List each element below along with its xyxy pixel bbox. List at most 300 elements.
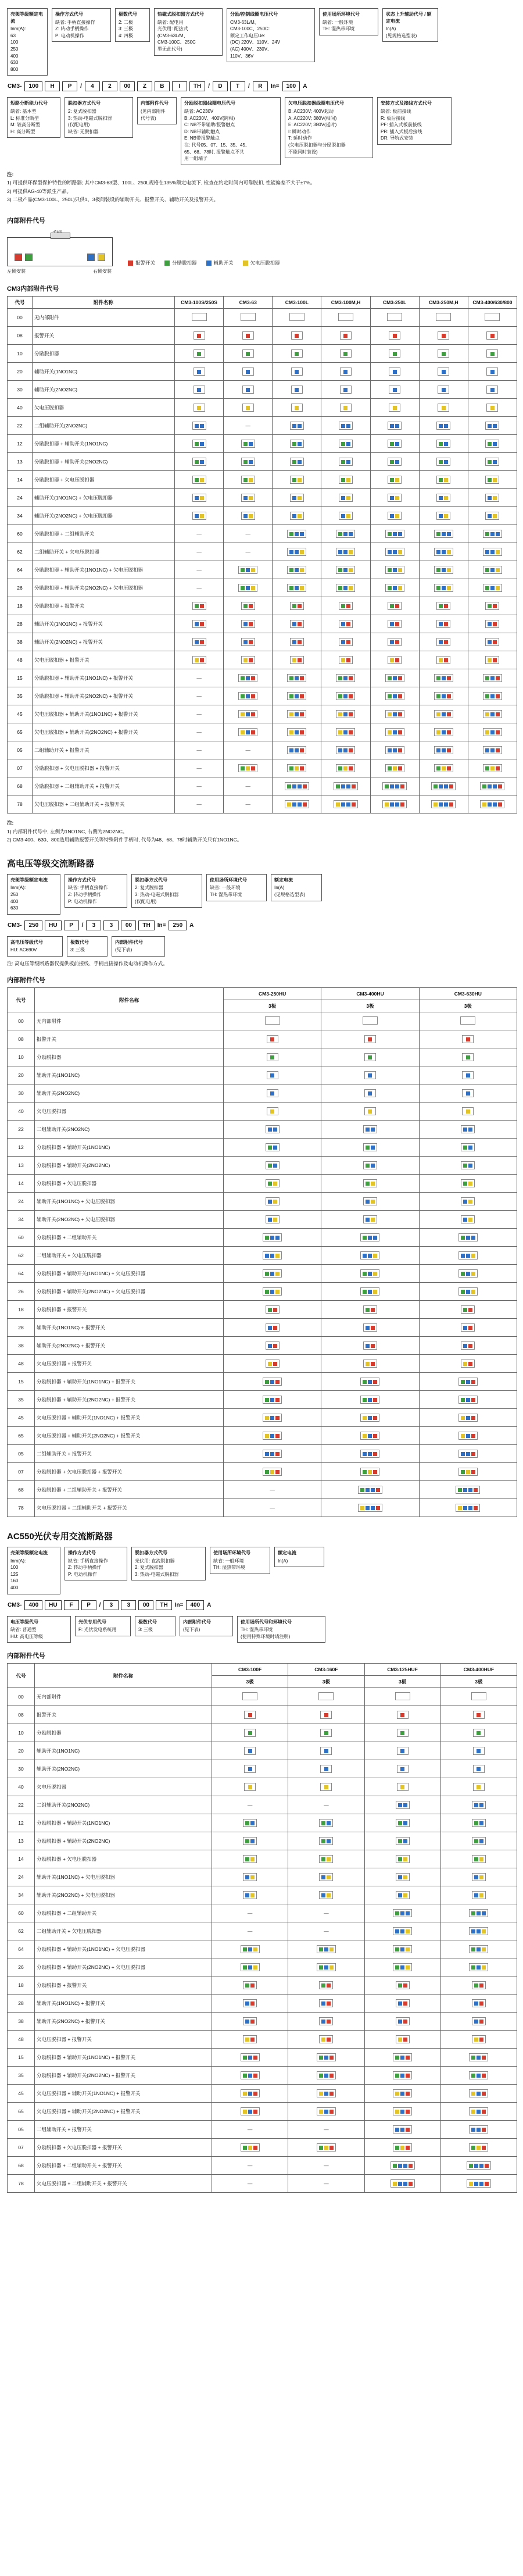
accessory-code: 45 xyxy=(8,2085,35,2103)
accessory-position-icon xyxy=(485,440,499,448)
spec-box-line: In(A) xyxy=(274,885,285,891)
accessory-name: 分励脱扣器 + 报警开关 xyxy=(35,1301,224,1319)
uv-square xyxy=(273,1182,277,1186)
accessory-position-icon xyxy=(483,692,502,700)
accessory-position-icon xyxy=(363,1360,377,1368)
shunt-square xyxy=(485,766,489,770)
accessory-position-icon xyxy=(472,1801,486,1809)
spec-box xyxy=(115,8,150,42)
accessory-availability-cell xyxy=(370,345,419,363)
alarm-square xyxy=(449,802,453,807)
accessory-availability-cell xyxy=(288,1922,364,1940)
aux-square xyxy=(439,802,443,807)
accessory-availability-cell xyxy=(224,1030,321,1048)
aux-square xyxy=(439,784,443,789)
alarm-square xyxy=(298,658,302,662)
accessory-name: 分励脱扣器 + 报警开关 xyxy=(33,597,175,615)
accessory-position-icon xyxy=(434,746,453,754)
shunt-square xyxy=(195,604,199,608)
accessory-position-icon xyxy=(393,2071,412,2079)
accessory-availability-cell xyxy=(419,1139,517,1157)
accessory-availability-cell xyxy=(364,1814,440,1832)
accessory-position-icon xyxy=(462,1053,474,1061)
shunt-square xyxy=(474,1821,478,1825)
accessory-position-icon xyxy=(340,386,352,394)
accessory-position-icon xyxy=(320,1729,332,1737)
accessory-position-icon xyxy=(438,404,449,412)
shunt-square xyxy=(268,1164,272,1168)
accessory-availability-cell xyxy=(273,633,321,651)
accessory-availability-cell xyxy=(419,1193,517,1211)
accessory-table xyxy=(7,296,517,814)
accessory-availability-cell xyxy=(321,1409,419,1427)
spec-box-title: 短路分断能力代号 xyxy=(10,101,48,106)
accessory-position-icon xyxy=(339,602,353,610)
accessory-name: 欠电压脱扣器 + 辅助开关(2NO2NC) + 报警开关 xyxy=(33,723,175,741)
alarm-square xyxy=(250,2038,255,2042)
accessory-name: 欠电压脱扣器 + 二组辅助开关 + 报警开关 xyxy=(35,1499,224,1517)
accessory-availability-cell xyxy=(468,327,517,345)
alarm-square xyxy=(275,1434,280,1438)
legend-item xyxy=(128,259,155,266)
accessory-position-icon xyxy=(238,566,257,574)
model-code-segment: / xyxy=(208,83,210,90)
alarm-square xyxy=(409,2182,413,2186)
accessory-code: 12 xyxy=(8,1139,35,1157)
accessory-position-icon xyxy=(458,1432,478,1440)
uv-square xyxy=(298,496,302,500)
uv-square xyxy=(195,658,199,662)
alarm-square xyxy=(444,622,448,626)
alarm-square xyxy=(468,1326,472,1330)
aux-square xyxy=(442,748,446,752)
model-code xyxy=(7,81,516,91)
accessory-name: 分励脱扣器 + 辅助开关(2NO2NC) xyxy=(35,1157,224,1175)
uv-square xyxy=(393,406,397,410)
accessory-position-icon xyxy=(192,476,206,484)
uv-square xyxy=(403,1893,407,1897)
accessory-position-icon xyxy=(458,1251,478,1260)
spec-box xyxy=(75,1616,131,1636)
accessory-code: 07 xyxy=(8,2139,35,2157)
aux-square xyxy=(195,496,199,500)
legend-aux-square xyxy=(206,261,212,266)
accessory-position-icon xyxy=(334,782,358,790)
accessory-name: 辅助开关(1NO1NC) + 报警开关 xyxy=(33,615,175,633)
accessory-availability-cell xyxy=(419,1103,517,1121)
accessory-position-icon xyxy=(266,1179,280,1187)
alarm-square xyxy=(275,1470,280,1474)
spec-box-line: B: AC230V; 400V起动 xyxy=(288,108,334,114)
accessory-availability-cell xyxy=(370,741,419,759)
alarm-square xyxy=(298,604,302,608)
accessory-availability-cell xyxy=(419,489,468,507)
accessory-position-icon xyxy=(336,566,355,574)
spec-box-line: H: 高分断型 xyxy=(10,129,35,134)
aux-square xyxy=(490,730,495,734)
shunt-square xyxy=(243,2056,247,2060)
alarm-square xyxy=(300,694,304,698)
accessory-availability-cell xyxy=(419,309,468,327)
accessory-row xyxy=(8,525,517,543)
alarm-square xyxy=(493,658,497,662)
accessory-availability-cell xyxy=(273,705,321,723)
accessory-row xyxy=(8,327,517,345)
accessory-name: 分励脱扣器 + 欠电压脱扣器 xyxy=(35,1850,212,1868)
aux-square xyxy=(248,1767,252,1771)
alarm-square xyxy=(444,640,448,644)
aux-square xyxy=(268,1344,272,1348)
product-column-header: CM3-100S/250S xyxy=(175,297,224,309)
accessory-position-icon xyxy=(263,1378,282,1386)
uv-square xyxy=(265,1416,269,1420)
accessory-availability-cell xyxy=(419,1066,517,1084)
hu-accessory-table-container xyxy=(7,987,516,1517)
aux-square xyxy=(368,1380,372,1384)
shunt-square xyxy=(395,1911,399,1915)
accessory-position-icon xyxy=(320,1711,332,1719)
accessory-availability-cell xyxy=(364,1886,440,1904)
alarm-square xyxy=(474,1488,478,1492)
shunt-square xyxy=(243,1965,247,1970)
accessory-availability-cell xyxy=(321,1157,419,1175)
accessory-name: 辅助开关(2NO2NC) + 欠电压脱扣器 xyxy=(35,1211,224,1229)
accessory-position-icon xyxy=(291,349,303,358)
accessory-name: 分励脱扣器 + 欠电压脱扣器 + 报警开关 xyxy=(33,759,175,777)
alarm-slot-icon xyxy=(15,254,22,261)
accessory-availability-cell xyxy=(273,795,321,814)
alarm-square xyxy=(346,622,350,626)
uv-square xyxy=(321,2038,325,2042)
accessory-table-head xyxy=(8,988,517,1012)
accessory-position-icon xyxy=(192,620,206,628)
aux-square xyxy=(368,1434,372,1438)
alarm-square xyxy=(471,1416,475,1420)
accessory-code: 13 xyxy=(8,1157,35,1175)
alarm-square xyxy=(273,1326,277,1330)
aux-square xyxy=(388,550,392,554)
spec-box-title: 高电压等级代号 xyxy=(10,939,43,945)
accessory-position-icon xyxy=(241,1963,260,1971)
spec-box-line: Inm(A): xyxy=(10,26,26,32)
aux-square xyxy=(477,2074,481,2078)
accessory-position-icon xyxy=(339,476,353,484)
aux-square xyxy=(474,1893,478,1897)
uv-square xyxy=(485,730,489,734)
alarm-square xyxy=(442,334,446,338)
aux-square xyxy=(295,712,299,716)
spec-box-line: I: 瞬时动作 xyxy=(288,129,311,134)
alarm-square xyxy=(327,2020,331,2024)
aux-square xyxy=(248,1749,252,1753)
alarm-square xyxy=(250,2001,255,2006)
accessory-availability-cell xyxy=(273,597,321,615)
accessory-position-icon xyxy=(336,746,355,754)
aux-square xyxy=(439,424,443,428)
accessory-position-icon xyxy=(192,440,206,448)
uv-square xyxy=(398,2038,402,2042)
pole-subheader: 3极 xyxy=(224,1000,321,1012)
accessory-name: 辅助开关(1NO1NC) + 报警开关 xyxy=(35,1319,224,1337)
not-available-dash: — xyxy=(196,567,202,573)
accessory-position-icon xyxy=(266,1125,280,1133)
spec-box-title: 壳架等级额定电流 xyxy=(10,12,43,24)
accessory-position-icon xyxy=(438,331,449,340)
accessory-availability-cell xyxy=(419,1481,517,1499)
accessory-position-icon xyxy=(396,2017,410,2025)
accessory-availability-cell xyxy=(468,489,517,507)
accessory-position-icon xyxy=(385,674,404,682)
accessory-availability-cell xyxy=(468,381,517,399)
aux-square xyxy=(368,1073,372,1078)
pole-subheader: 3极 xyxy=(364,1676,440,1688)
aux-square xyxy=(270,1452,274,1456)
accessory-position-icon xyxy=(469,2089,488,2097)
aux-square xyxy=(471,1929,475,1933)
accessory-availability-cell xyxy=(370,759,419,777)
accessory-availability-cell xyxy=(419,1463,517,1481)
spec-box-title: 电压等级代号 xyxy=(10,1619,38,1625)
aux-square xyxy=(371,1128,375,1132)
accessory-availability-cell xyxy=(224,633,273,651)
accessory-position-icon xyxy=(434,728,453,736)
uv-square xyxy=(393,766,397,770)
aux-square xyxy=(275,1236,280,1240)
accessory-availability-cell xyxy=(419,1012,517,1030)
accessory-availability-cell xyxy=(370,489,419,507)
accessory-position-icon xyxy=(334,800,358,808)
accessory-availability-cell xyxy=(288,1958,364,1976)
accessory-position-icon xyxy=(436,458,450,466)
accessory-name: 二组辅助开关 + 欠电压脱扣器 xyxy=(35,1247,224,1265)
uv-square xyxy=(343,766,348,770)
accessory-row xyxy=(8,507,517,525)
uv-square xyxy=(393,2182,397,2186)
accessory-position-icon xyxy=(483,584,502,592)
aux-square xyxy=(393,748,397,752)
aux-square xyxy=(395,424,399,428)
alarm-square xyxy=(471,1380,475,1384)
aux-square xyxy=(368,1091,372,1096)
aux-square xyxy=(346,460,350,464)
aux-square xyxy=(341,640,345,644)
accessory-position-icon xyxy=(397,1711,409,1719)
aux-square xyxy=(270,1091,274,1096)
uv-square xyxy=(349,586,353,590)
accessory-position-icon xyxy=(434,710,453,718)
aux-square xyxy=(390,784,394,789)
accessory-availability-cell xyxy=(370,381,419,399)
product-column-header: CM3-63 xyxy=(224,297,273,309)
shunt-square xyxy=(366,1308,370,1312)
spec-box-line: 缺省: 手柄直接操作 xyxy=(68,1558,108,1564)
accessory-availability-cell xyxy=(419,615,468,633)
model-code-segment: 100 xyxy=(282,81,300,91)
spec-box-title: 使用场所代号和环境代号 xyxy=(241,1619,292,1625)
accessory-position-icon xyxy=(360,1287,379,1296)
accessory-code: 38 xyxy=(8,1337,35,1355)
accessory-position-icon xyxy=(266,1197,280,1205)
accessory-availability-cell xyxy=(321,1427,419,1445)
accessory-availability-cell xyxy=(321,1048,419,1066)
accessory-position-icon xyxy=(192,512,206,520)
legend-label: 报警开关 xyxy=(135,260,156,266)
uv-square xyxy=(458,1506,462,1510)
accessory-position-icon xyxy=(360,1414,379,1422)
model-code-segment: R xyxy=(253,81,268,91)
alarm-square xyxy=(253,2146,257,2150)
spec-box xyxy=(180,1616,233,1636)
aux-square xyxy=(393,730,397,734)
alarm-square xyxy=(253,2074,257,2078)
uv-square xyxy=(461,1434,465,1438)
accessory-code: 64 xyxy=(8,561,33,579)
diagram-top-boxes xyxy=(7,1547,516,1594)
not-available-dash: — xyxy=(324,1910,329,1917)
spec-box-line: (DC) 220V、110V、24V xyxy=(230,40,281,45)
aux-square xyxy=(200,442,204,446)
alarm-square xyxy=(406,2056,410,2060)
spec-box-title: 极数代号 xyxy=(138,1619,157,1625)
accessory-position-icon xyxy=(389,386,400,394)
accessory-position-icon xyxy=(438,386,449,394)
alarm-square xyxy=(471,1398,475,1402)
accessory-code: 24 xyxy=(8,1193,35,1211)
model-code-segment: 00 xyxy=(121,920,136,930)
product-column-header: CM3-160F xyxy=(288,1664,364,1676)
accessory-name: 分励脱扣器 + 辅助开关(1NO1NC) xyxy=(33,435,175,453)
accessory-row xyxy=(8,615,517,633)
accessory-position-icon xyxy=(462,1035,474,1043)
shunt-square xyxy=(321,1983,325,1988)
accessory-availability-cell xyxy=(321,1319,419,1337)
uv-square xyxy=(287,802,291,807)
accessory-row xyxy=(8,1066,517,1084)
spec-box xyxy=(65,1547,127,1580)
shunt-square xyxy=(395,2074,399,2078)
aux-square xyxy=(444,442,448,446)
accessory-availability-cell xyxy=(321,1066,419,1084)
spec-box-line: CM3-100C、250C: xyxy=(230,26,270,32)
accessory-availability-cell xyxy=(212,2157,288,2175)
spec-box-line: DR: 导轨式安装 xyxy=(381,135,413,141)
aux-square xyxy=(393,532,397,536)
spec-box-title: 内部附件代号 xyxy=(115,939,143,945)
spec-box-line: (仅配电用) xyxy=(68,122,90,128)
accessory-position-icon xyxy=(467,2161,491,2170)
shunt-square xyxy=(388,586,392,590)
accessory-name: 分励脱扣器 + 辅助开关(1NO1NC) + 欠电压脱扣器 xyxy=(33,561,175,579)
model-code-segment: 4 xyxy=(85,81,100,91)
accessory-position-icon xyxy=(480,782,504,790)
uv-square xyxy=(447,550,451,554)
accessory-availability-cell xyxy=(175,471,224,489)
shunt-square xyxy=(463,1164,467,1168)
accessory-code: 30 xyxy=(8,381,33,399)
accessory-availability-cell xyxy=(175,651,224,669)
not-available-dash: — xyxy=(324,2163,329,2169)
aux-square xyxy=(324,2074,328,2078)
accessory-availability-cell xyxy=(224,453,273,471)
aux-square xyxy=(270,1254,274,1258)
uv-square xyxy=(327,1857,331,1861)
accessory-position-icon xyxy=(290,602,304,610)
spec-box-line: In(A) xyxy=(386,26,396,32)
not-available-dash: — xyxy=(196,747,202,754)
accessory-position-icon xyxy=(388,440,402,448)
accessory-row xyxy=(8,2157,517,2175)
aux-square xyxy=(393,370,397,374)
accessory-position-icon xyxy=(241,638,255,646)
accessory-position-icon xyxy=(391,2161,415,2170)
accessory-position-icon xyxy=(319,1981,333,1989)
shunt-square xyxy=(471,1911,475,1915)
shunt-square xyxy=(439,460,443,464)
accessory-name: 分励脱扣器 + 二组辅助开关 xyxy=(33,525,175,543)
accessory-row xyxy=(8,1283,517,1301)
aux-square xyxy=(477,2110,481,2114)
uv-square xyxy=(385,802,389,807)
shunt-square xyxy=(395,1965,399,1970)
accessory-name: 无内部附件 xyxy=(35,1012,224,1030)
accessory-position-icon xyxy=(290,440,304,448)
aux-square xyxy=(249,460,253,464)
not-available-dash: — xyxy=(270,1487,275,1493)
accessory-position-icon xyxy=(241,494,255,502)
accessory-availability-cell xyxy=(212,1724,288,1742)
aux-square xyxy=(366,1344,370,1348)
accessory-availability-cell xyxy=(468,741,517,759)
accessory-availability-cell xyxy=(440,2157,517,2175)
alarm-square xyxy=(498,802,502,807)
spec-box-line: A: AC220V; 380V(相间) xyxy=(288,115,337,121)
aux-square xyxy=(403,1821,407,1825)
alarm-square xyxy=(253,2110,257,2114)
shunt-square xyxy=(363,1380,367,1384)
accessory-position-icon xyxy=(485,313,500,321)
diagram-note: 注: 高电压等级断路器仅提供板前接线、手柄直接操作及电动机操作方式。 xyxy=(7,961,168,966)
accessory-position-icon xyxy=(267,1035,278,1043)
alarm-square xyxy=(249,622,253,626)
aux-square xyxy=(200,424,204,428)
accessory-position-icon xyxy=(462,1089,474,1097)
accessory-code: 20 xyxy=(8,363,33,381)
accessory-table-head xyxy=(8,297,517,309)
shunt-square xyxy=(268,1146,272,1150)
accessory-availability-cell xyxy=(321,381,370,399)
accessory-availability-cell xyxy=(321,1211,419,1229)
accessory-name: 欠电压脱扣器 + 辅助开关(1NO1NC) + 报警开关 xyxy=(35,2085,212,2103)
accessory-availability-cell xyxy=(321,669,370,687)
uv-square xyxy=(366,1362,370,1366)
accessory-availability-cell xyxy=(175,489,224,507)
not-available-dash: — xyxy=(270,1505,275,1511)
accessory-availability-cell xyxy=(440,1796,517,1814)
accessory-legend xyxy=(128,259,280,274)
alarm-square xyxy=(249,604,253,608)
model-code-segment: A xyxy=(189,922,194,929)
accessory-row xyxy=(8,1030,517,1048)
shunt-square xyxy=(436,532,440,536)
spec-box-title: 脱扣器方式代号 xyxy=(135,877,167,883)
uv-square xyxy=(300,586,304,590)
shunt-square xyxy=(436,568,440,572)
alarm-square xyxy=(485,2164,489,2168)
accessory-code: 60 xyxy=(8,1904,35,1922)
accessory-availability-cell xyxy=(321,345,370,363)
accessory-availability-cell xyxy=(321,705,370,723)
aux-square xyxy=(488,640,492,644)
